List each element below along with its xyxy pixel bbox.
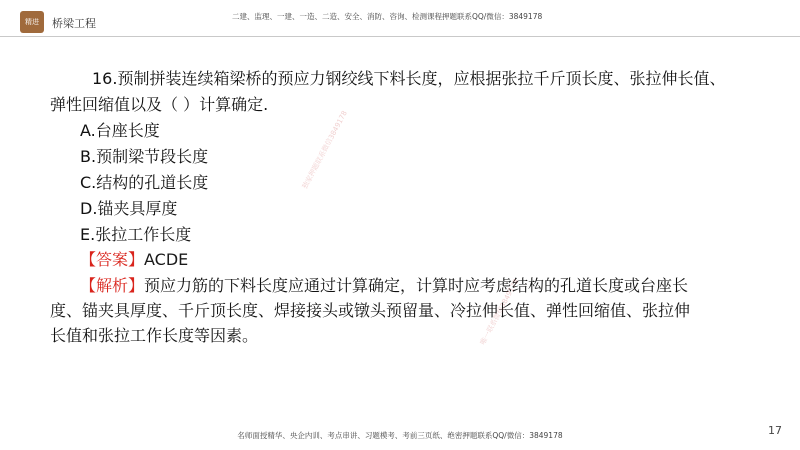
footer-text: 名师面授精华、央企内训、考点串讲、习题模考、考前三页纸、绝密押题联系QQ/微信：3849178 [237, 431, 563, 440]
explanation-label: 【解析】 [80, 276, 145, 295]
answer-line [80, 247, 188, 270]
watermark-1: 独家押题联系微信3849178 [300, 109, 349, 191]
page-number: 17 [768, 424, 782, 437]
option-a: A.台座长度 [80, 121, 160, 140]
option-d: D.锚夹具厚度 [80, 199, 178, 218]
explanation-line-1 [80, 273, 688, 296]
answer-label: 【答案】 [80, 250, 145, 269]
header-contact-text: 二建、监理、一建、一造、二造、安全、消防、咨询、检测课程押题联系QQ/微信：3849178 [232, 12, 543, 21]
section-title: 桥梁工程 [52, 17, 96, 30]
question-line-1: 16.预制拼装连续箱梁桥的预应力钢绞线下料长度，应根据张拉千斤顶长度、张拉伸长值、 [92, 69, 726, 88]
watermark-2: 唯一联系微信3849178 [478, 277, 521, 347]
explanation-line-2: 度、锚夹具厚度、千斤顶长度、焊接接头或镦头预留量、冷拉伸长值、弹性回缩值、张拉伸 [50, 301, 691, 320]
logo: 精进 [20, 11, 44, 33]
option-b: B.预制梁节段长度 [80, 147, 209, 166]
answer-value: ACDE [144, 250, 189, 269]
explanation-text-1: 预应力筋的下料长度应通过计算确定，计算时应考虑结构的孔道长度或台座长 [144, 276, 689, 295]
explanation-line-3: 长值和张拉工作长度等因素。 [50, 326, 259, 345]
question-line-2: 弹性回缩值以及（ ）计算确定. [50, 95, 269, 114]
option-e: E.张拉工作长度 [80, 225, 192, 244]
option-c: C.结构的孔道长度 [80, 173, 209, 192]
